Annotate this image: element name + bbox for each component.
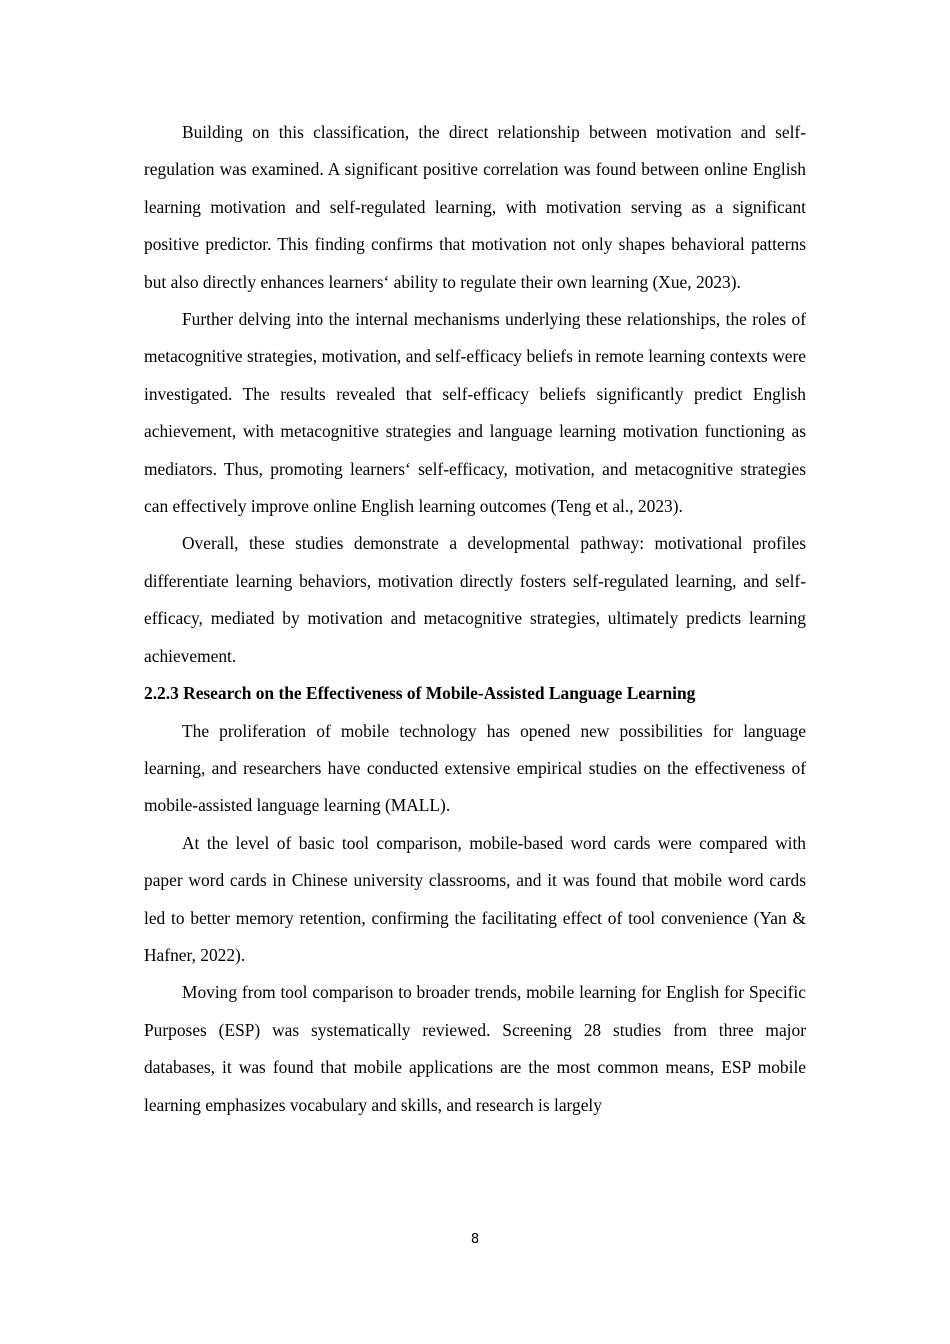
paragraph-developmental-pathway: Overall, these studies demonstrate a developmental pathway: motivational profiles differentiate learning behaviors, motivation directly fosters self-regulated learning, and self-efficacy, mediated by motivation and metacognitive strategies, ultimately predicts learning achievement. xyxy=(144,533,806,666)
page-number: 8 xyxy=(470,1232,480,1247)
page-body xyxy=(144,114,806,1124)
paragraph-mobile-technology: The proliferation of mobile technology has opened new possibilities for language learning, and researchers have conducted extensive empirical studies on the effectiveness of mobile-assisted language learning (MALL). xyxy=(144,720,806,816)
paragraph-motivation-self-regulation: Building on this classification, the direct relationship between motivation and self-regulation was examined. A significant positive correlation was found between online English learning motivation and self-regulated learning, with motivation serving as a significant positive predictor. This finding confirms that motivation not only shapes behavioral patterns but also directly enhances learners‘ ability to regulate their own learning (Xue, 2023). xyxy=(144,122,806,292)
section-heading: 2.2.3 Research on the Effectiveness of Mobile-Assisted Language Learning xyxy=(144,683,696,704)
paragraph-tool-comparison: At the level of basic tool comparison, mobile-based word cards were compared with paper word cards in Chinese university classrooms, and it was found that mobile word cards led to better memory retention, confirming the facilitating effect of tool convenience (Yan & Hafner, 2022). xyxy=(144,832,806,965)
paragraph-esp-review: Moving from tool comparison to broader trends, mobile learning for English for Specific Purposes (ESP) was systematically reviewed. Screening 28 studies from three major databases, it was found that mobile applications are the most common means, ESP mobile learning emphasizes vocabulary and skills, and research is largely xyxy=(144,982,806,1115)
paragraph-internal-mechanisms: Further delving into the internal mechanisms underlying these relationships, the roles of metacognitive strategies, motivation, and self-efficacy beliefs in remote learning contexts were investigated. The results revealed that self-efficacy beliefs significantly predict English achievement, with metacognitive strategies and language learning motivation functioning as mediators. Thus, promoting learners‘ self-efficacy, motivation, and metacognitive strategies can effectively improve online English learning outcomes (Teng et al., 2023). xyxy=(144,309,806,517)
